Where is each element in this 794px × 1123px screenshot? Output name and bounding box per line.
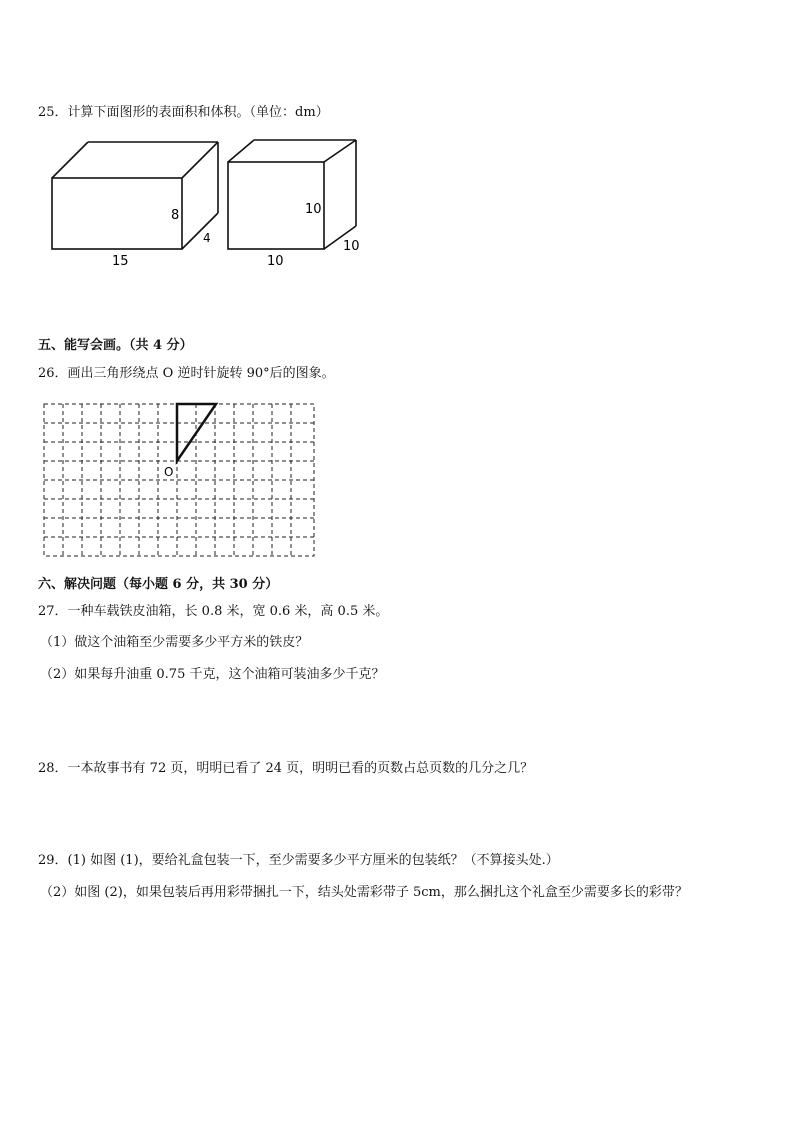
cuboid-depth-label: 4	[203, 231, 211, 245]
question-26-text: 26．画出三角形绕点 O 逆时针旋转 90°后的图象。	[38, 366, 335, 381]
question-28-text: 28．一本故事书有 72 页，明明已看了 24 页，明明已看的页数占总页数的几分之几？	[38, 761, 534, 776]
question-29-part-2: （2）如图 (2)，如果包装后再用彩带捆扎一下，结头处需彩带子 5cm，那么捆扎这个礼盒至少需要多长的彩带？	[40, 885, 688, 900]
point-o-label: O	[164, 465, 174, 479]
question-27-part-1: （1）做这个油箱至少需要多少平方米的铁皮？	[40, 635, 309, 650]
q26-grid-figure	[40, 400, 320, 562]
section-6-title: 六、解决问题（每小题 6 分，共 30 分）	[38, 577, 279, 592]
cuboid-length-label: 15	[112, 254, 129, 269]
question-27-part-2: （2）如果每升油重 0.75 千克，这个油箱可装油多少千克？	[40, 667, 385, 682]
cube-figure	[228, 140, 356, 249]
cuboid-height-label: 8	[171, 208, 180, 223]
cube-length-label: 10	[267, 254, 284, 269]
question-25-text: 25．计算下面图形的表面积和体积。（单位：dm）	[38, 105, 329, 120]
cube-height-label: 10	[305, 202, 322, 217]
question-29-part-1: 29．(1) 如图 (1)，要给礼盒包装一下，至少需要多少平方厘米的包装纸？（不算接头处.）	[38, 853, 559, 868]
dashed-grid	[44, 404, 314, 556]
cuboid-figure	[52, 142, 218, 249]
section-5-title: 五、能写会画。（共 4 分）	[38, 338, 193, 353]
q25-box-figures	[40, 134, 370, 270]
cube-depth-label: 10	[343, 239, 360, 254]
question-27-text: 27．一种车载铁皮油箱，长 0.8 米，宽 0.6 米，高 0.5 米。	[38, 604, 389, 619]
